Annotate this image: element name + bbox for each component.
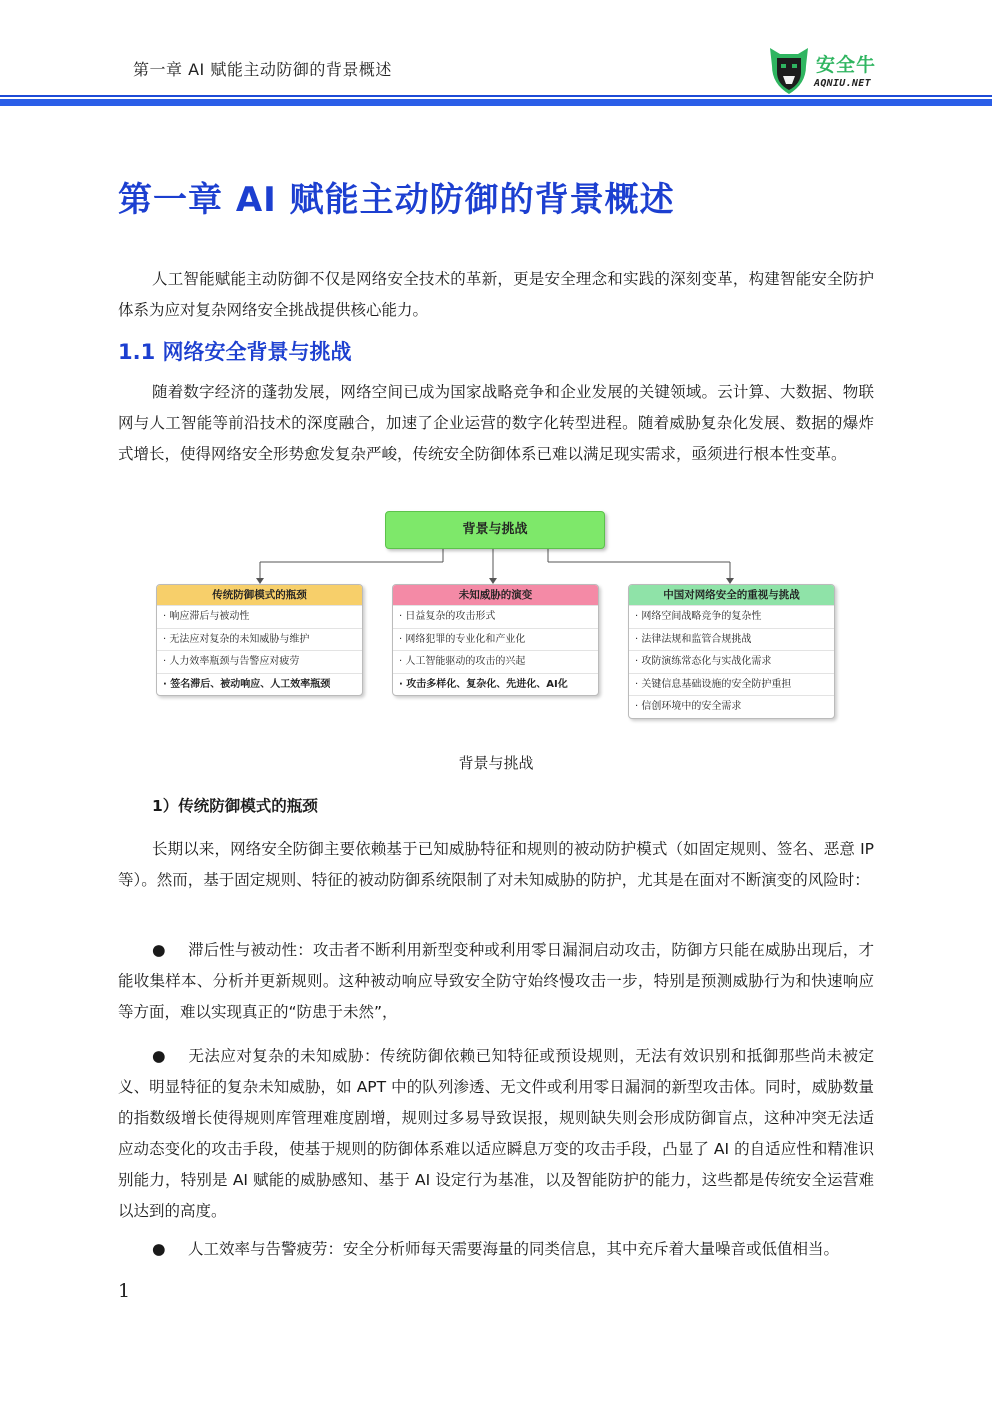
card-item: · 人力效率瓶颈与告警应对疲劳 xyxy=(157,650,362,673)
card-title: 传统防御模式的瓶颈 xyxy=(157,585,362,605)
card-item: · 法律法规和监管合规挑战 xyxy=(629,628,834,651)
intro-paragraph: 人工智能赋能主动防御不仅是网络安全技术的革新，更是安全理念和实践的深刻变革，构建智能安全防护体系为应对复杂网络安全挑战提供核心能力。 xyxy=(118,270,874,319)
header-divider-thin xyxy=(0,95,992,97)
brand-logo xyxy=(766,44,886,96)
bullet-text: 滞后性与被动性：攻击者不断利用新型变种或利用零日漏洞启动攻击，防御方只能在威胁出现后，才能收集样本、分析并更新规则。这种被动响应导致安全防守始终慢攻击一步，特别是预测威胁行为和快速响应等方面，难以实现真正的“防患于未然”， xyxy=(118,941,874,1021)
card-item: · 无法应对复杂的未知威胁与维护 xyxy=(157,628,362,651)
card-item: · 关键信息基础设施的安全防护重担 xyxy=(629,673,834,696)
subsection-title: 1）传统防御模式的瓶颈 xyxy=(152,797,318,815)
diagram-root-node: 背景与挑战 xyxy=(385,511,605,549)
bullet-item xyxy=(118,935,874,1028)
bullet-dot-icon: ● xyxy=(152,1047,166,1065)
card-item: · 网络空间战略竞争的复杂性 xyxy=(629,605,834,628)
card-item: · 网络犯罪的专业化和产业化 xyxy=(393,628,598,651)
card-title: 中国对网络安全的重视与挑战 xyxy=(629,585,834,605)
figure-caption: 背景与挑战 xyxy=(458,754,534,772)
section-title: 1.1 网络安全背景与挑战 xyxy=(118,340,352,364)
bullet-item xyxy=(118,1234,874,1265)
card-item: · 信创环境中的安全需求 xyxy=(629,695,834,718)
subsection-paragraph: 长期以来，网络安全防御主要依赖基于已知威胁特征和规则的被动防护模式（如固定规则、签名、恶意 IP 等）。然而，基于固定规则、特征的被动防御系统限制了对未知威胁的防护，尤其是在面对不断演变的风险时： xyxy=(118,840,874,889)
logo-domain: AQNIU.NET xyxy=(814,78,871,89)
page-number: 1 xyxy=(118,1280,131,1302)
card-traditional-defense xyxy=(156,584,363,696)
card-item: · 日益复杂的攻击形式 xyxy=(393,605,598,628)
card-unknown-threats xyxy=(392,584,599,696)
card-title: 未知威胁的演变 xyxy=(393,585,598,605)
bullet-text: 无法应对复杂的未知威胁：传统防御依赖已知特征或预设规则，无法有效识别和抵御那些尚未被定义、明显特征的复杂未知威胁，如 APT 中的队列渗透、无文件或利用零日漏洞的新型攻击体。同时，威胁数量的指数级增长使得规则库管理难度剧增，规则过多易导致误报，规则缺失则会形成防御盲点，这种冲突无法适应动态变化的攻击手段，使基于规则的防御体系难以适应瞬息万变的攻击手段，凸显了 AI 的自适应性和精准识别能力，特别是 AI 赋能的威胁感知、基于 AI 设定行为基准，以及智能防护的能力，这些都是传统安全运营难以达到的高度。 xyxy=(118,1047,874,1220)
card-china-security xyxy=(628,584,835,719)
bullet-dot-icon: ● xyxy=(152,1240,166,1258)
card-item: · 人工智能驱动的攻击的兴起 xyxy=(393,650,598,673)
logo-wordmark: 安全牛 xyxy=(816,54,877,76)
header-divider-thick xyxy=(0,99,992,106)
card-item: · 攻击多样化、复杂化、先进化、AI化 xyxy=(393,673,598,696)
section-paragraph: 随着数字经济的蓬勃发展，网络空间已成为国家战略竞争和企业发展的关键领域。云计算、大数据、物联网与人工智能等前沿技术的深度融合，加速了企业运营的数字化转型进程。随着威胁复杂化发展、数据的爆炸式增长，使得网络安全形势愈发复杂严峻，传统安全防御体系已难以满足现实需求，亟须进行根本性变革。 xyxy=(118,383,874,463)
bull-mascot-icon xyxy=(766,44,812,96)
card-item: · 签名滞后、被动响应、人工效率瓶颈 xyxy=(157,673,362,696)
header-title: 第一章 AI 赋能主动防御的背景概述 xyxy=(133,60,392,79)
background-challenges-diagram xyxy=(150,506,840,726)
bullet-text: 人工效率与告警疲劳：安全分析师每天需要海量的同类信息，其中充斥着大量噪音或低值相当。 xyxy=(188,1240,840,1258)
card-item: · 响应滞后与被动性 xyxy=(157,605,362,628)
chapter-title: 第一章 AI 赋能主动防御的背景概述 xyxy=(118,180,675,220)
card-item: · 攻防演练常态化与实战化需求 xyxy=(629,650,834,673)
bullet-dot-icon: ● xyxy=(152,941,166,959)
bullet-item xyxy=(118,1041,874,1227)
